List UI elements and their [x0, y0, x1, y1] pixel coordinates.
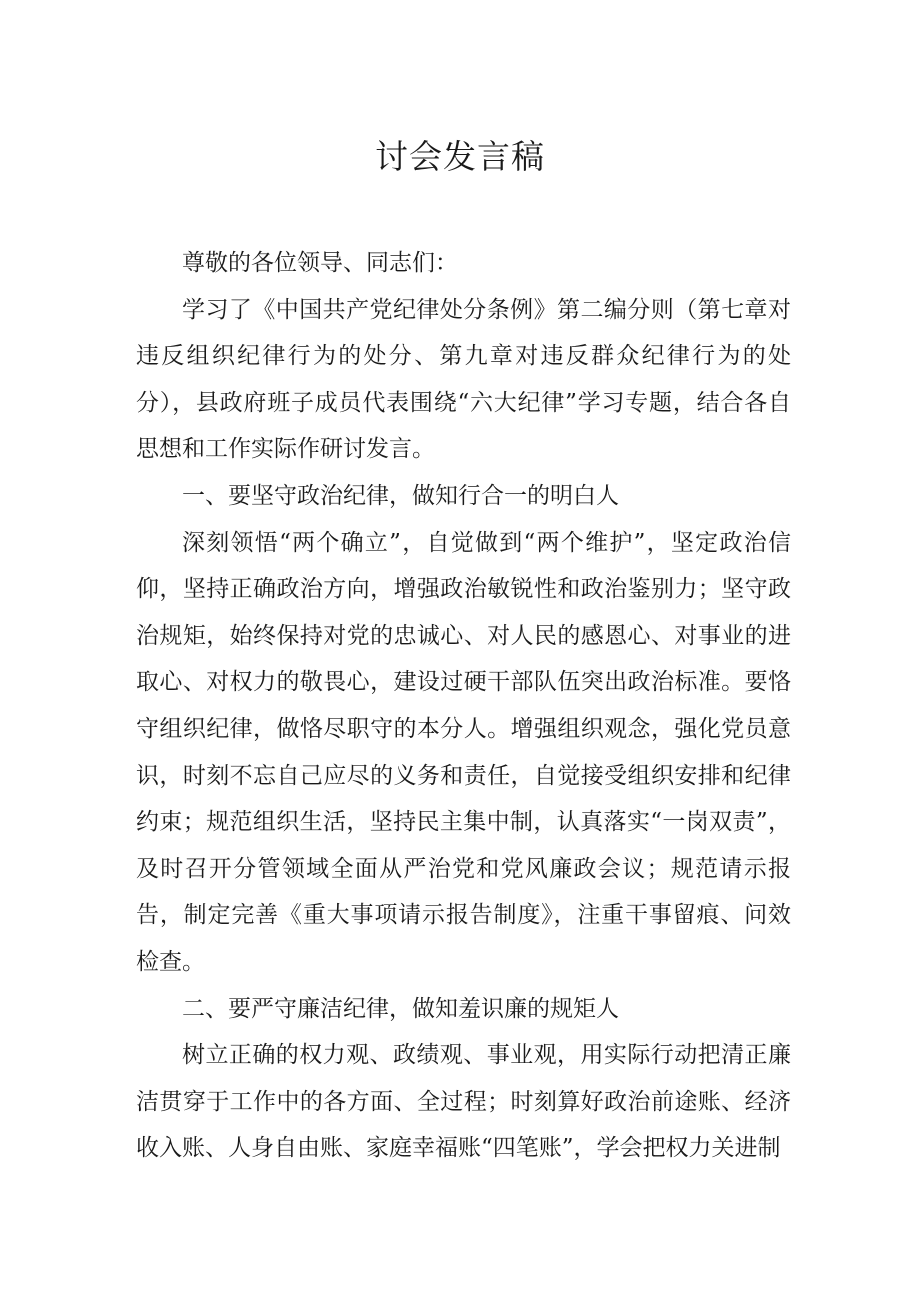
section-paragraph-2: 树立正确的权力观、政绩观、事业观，用实际行动把清正廉洁贯穿于工作中的各方面、全过程；时刻算好政治前途账、经济收入账、人身自由账、家庭幸福账“四笔账”，学会把权力关进制 [136, 1042, 791, 1162]
section-heading-1: 一、要坚守政治纪律，做知行合一的明白人 [182, 482, 619, 509]
intro-paragraph: 学习了《中国共产党纪律处分条例》第二编分则（第七章对违反组织纪律行为的处分、第九章对违反群众纪律行为的处分），县政府班子成员代表围绕“六大纪律”学习专题，结合各自思想和工作实际作研讨发言。 [136, 296, 791, 463]
section-heading-2: 二、要严守廉洁纪律，做知羞识廉的规矩人 [182, 995, 619, 1022]
document-title: 讨会发言稿 [375, 137, 545, 176]
salutation: 尊敬的各位领导、同志们： [182, 250, 458, 276]
document-body [136, 240, 791, 1172]
section-paragraph-1: 深刻领悟“两个确立”，自觉做到“两个维护”，坚定政治信仰，坚持正确政治方向，增强政治敏锐性和政治鉴别力；坚守政治规矩，始终保持对党的忠诚心、对人民的感恩心、对事业的进取心、对权力的敬畏心，建设过硬干部队伍突出政治标准。要恪守组织纪律，做恪尽职守的本分人。增强组织观念，强化党员意识，时刻不忘自己应尽的义务和责任，自觉接受组织安排和纪律约束；规范组织生活，坚持民主集中制，认真落实“一岗双责”，及时召开分管领域全面从严治党和党风廉政会议；规范请示报告，制定完善《重大事项请示报告制度》，注重干事留痕、问效检查。 [136, 529, 791, 975]
